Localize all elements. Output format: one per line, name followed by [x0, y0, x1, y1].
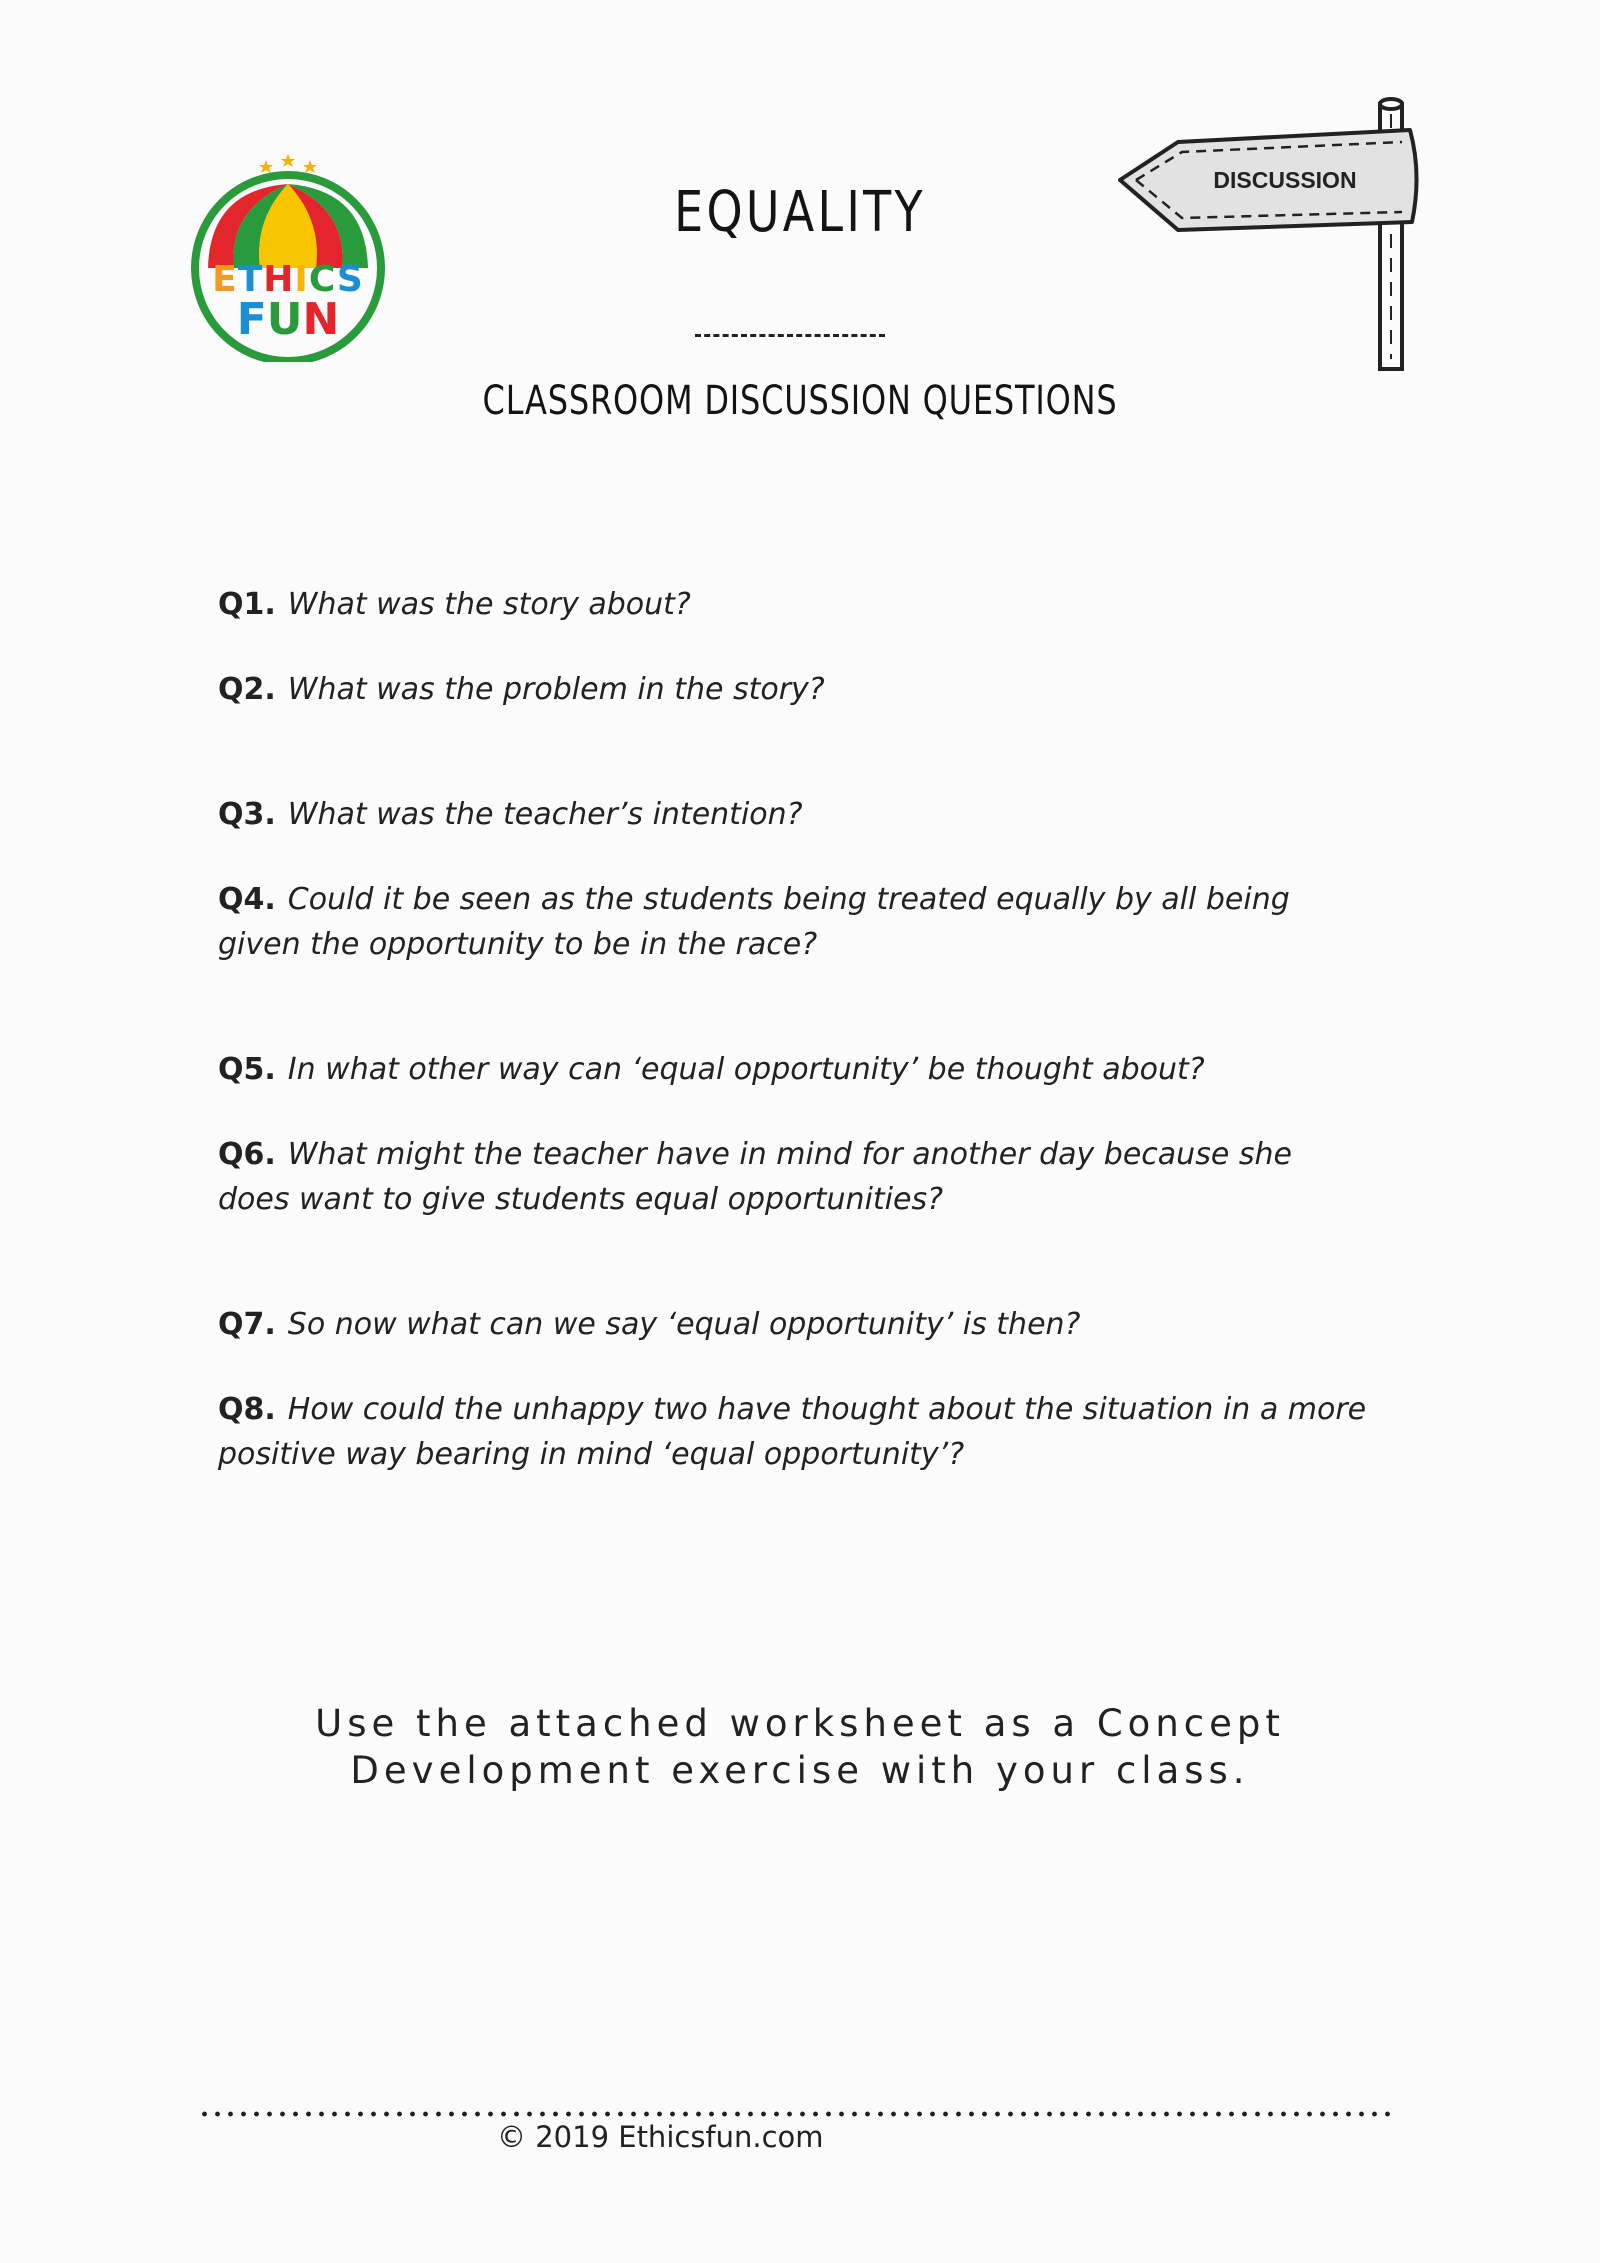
question-text: What was the problem in the story? [287, 672, 825, 707]
question-text: How could the unhappy two have thought about the situation in a more positive way bearing in mind ‘equal opportunity’? [218, 1392, 1367, 1472]
question-number: Q7. [218, 1307, 276, 1342]
question-item [218, 877, 1368, 967]
question-item [218, 1132, 1368, 1222]
question-item [218, 582, 1368, 627]
page-title: EQUALITY [674, 180, 926, 245]
question-text: What was the story about? [287, 587, 691, 622]
question-text: Could it be seen as the students being treated equally by all being given the opportunity to be in the race? [218, 882, 1290, 962]
sign-label: DISCUSSION [1213, 167, 1357, 193]
page-subtitle: CLASSROOM DISCUSSION QUESTIONS [482, 378, 1118, 424]
note-line-2: Development exercise with your class. [350, 1749, 1250, 1792]
dotted-rule [198, 2110, 1393, 2118]
worksheet-note [0, 1700, 1600, 1794]
question-number: Q1. [218, 587, 276, 622]
svg-text:FUN: FUN [236, 294, 340, 345]
question-number: Q4. [218, 882, 276, 917]
question-number: Q8. [218, 1392, 276, 1427]
note-line-1: Use the attached worksheet as a Concept [315, 1702, 1285, 1745]
question-number: Q2. [218, 672, 276, 707]
question-number: Q3. [218, 797, 276, 832]
svg-text:ETHICS: ETHICS [212, 259, 364, 300]
copyright-text: © 2019 Ethicsfun.com [497, 2120, 824, 2154]
question-item [218, 1302, 1368, 1347]
question-item [218, 1387, 1368, 1477]
question-number: Q6. [218, 1137, 276, 1172]
question-number: Q5. [218, 1052, 276, 1087]
title-divider [695, 334, 885, 337]
question-item [218, 667, 1368, 712]
question-text: So now what can we say ‘equal opportunity’ is then? [287, 1307, 1081, 1342]
question-item [218, 1047, 1368, 1092]
question-text: What might the teacher have in mind for another day because she does want to give students equal opportunities? [218, 1137, 1292, 1217]
question-text: In what other way can ‘equal opportunity’ be thought about? [287, 1052, 1205, 1087]
question-text: What was the teacher’s intention? [287, 797, 803, 832]
question-item [218, 792, 1368, 837]
